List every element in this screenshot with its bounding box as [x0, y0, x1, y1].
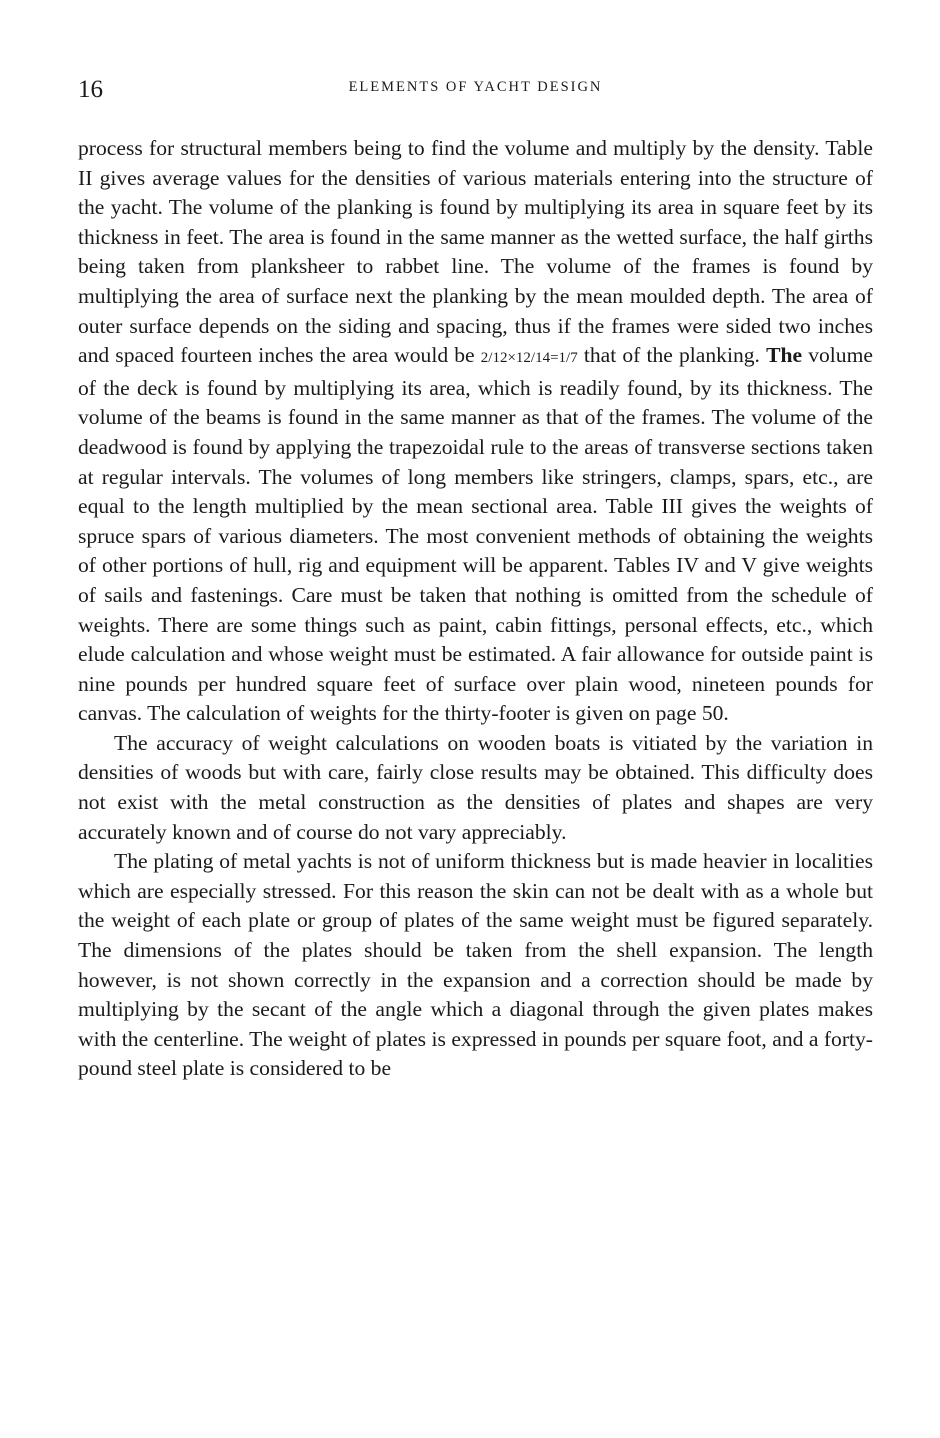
paragraph-1-text-b: that of the planking. [577, 343, 767, 368]
page-header [78, 74, 873, 108]
paragraph-1-text-a: process for structural members being to find the volume and multiply by the density. Table II gives average values for the densities of various materials entering into the structure of the yacht. The volume of the planking is found by multiplying its area in square feet by its thickness in feet. The area is found in the same manner as the wetted surface, the half girths being taken from planksheer to rabbet line. The volume of the frames is found by multiplying the area of surface next the planking by the mean moulded depth. The area of outer surface depends on the siding and spacing, thus if the frames were sided two inches and spaced fourteen inches the area would be [78, 136, 873, 368]
fraction-expression: 2/12×12/14=1/7 [480, 350, 578, 367]
paragraph-1-bold-word: The [766, 343, 803, 368]
paragraph-3: The plating of metal yachts is not of uniform thickness but is made heavier in localities which are especially stressed. For this reason the skin can not be dealt with as a whole but the weight of each plate or group of plates of the same weight must be figured separately. The dimensions of the plates should be taken from the shell expansion. The length however, is not shown correctly in the expansion and a correction should be made by multiplying by the secant of the angle which a diagonal through the given plates makes with the centerline. The weight of plates is expressed in pounds per square foot, and a forty-pound steel plate is considered to be [78, 849, 873, 1081]
body-text [78, 134, 873, 1084]
page-number: 16 [78, 76, 103, 103]
paragraph-1-text-c: volume of the deck is found by multiplying its area, which is readily found, by its thickness. The volume of the beams is found in the same manner as that of the frames. The volume of the deadwood is found by applying the trapezoidal rule to the areas of transverse sections taken at regular intervals. The volumes of long members like stringers, clamps, spars, etc., are equal to the length multiplied by the mean sectional area. Table III gives the weights of spruce spars of various diameters. The most convenient methods of obtaining the weights of other portions of hull, rig and equipment will be apparent. Tables IV and V give weights of sails and fastenings. Care must be taken that nothing is omitted from the schedule of weights. There are some things such as paint, cabin fittings, personal effects, etc., which elude calculation and whose weight must be estimated. A fair allowance for outside paint is nine pounds per hundred square feet of surface over plain wood, nineteen pounds for canvas. The calculation of weights for the thirty-footer is given on page 50. [78, 343, 873, 726]
paragraph-1 [78, 134, 873, 729]
paragraph-2: The accuracy of weight calculations on wooden boats is vitiated by the variation in densities of woods but with care, fairly close results may be obtained. This difficulty does not exist with the metal construction as the densities of plates and shapes are very accurately known and of course do not vary appreciably. [78, 730, 873, 844]
running-head: ELEMENTS OF YACHT DESIGN [348, 79, 603, 95]
